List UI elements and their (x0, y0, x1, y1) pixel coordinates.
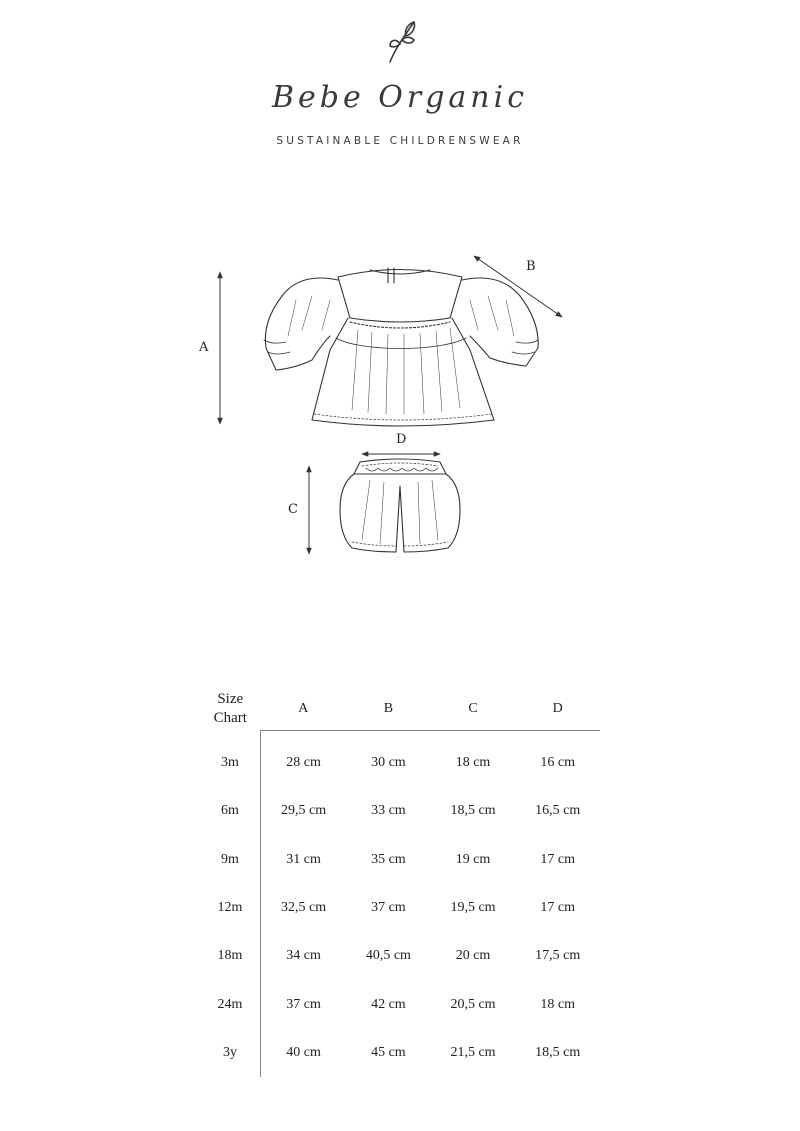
table-row (200, 787, 600, 835)
table-row (200, 1029, 600, 1077)
table-cell: 40,5 cm (365, 948, 411, 964)
brand-name: Bebe Organic (271, 80, 529, 115)
size-chart-heading (200, 688, 261, 731)
row-size-label: 9m (221, 851, 239, 867)
table-row (200, 836, 600, 884)
table-cell: 31 cm (261, 836, 347, 884)
table-cell: 37 cm (261, 980, 347, 1028)
table-cell: 17,5 cm (535, 948, 581, 964)
row-size-label: 3m (221, 754, 239, 770)
table-cell: 40 cm (261, 1029, 347, 1077)
table-cell: 32,5 cm (261, 884, 347, 932)
leaf-logo-icon (380, 14, 426, 66)
table-cell: 20,5 cm (450, 996, 496, 1012)
table-cell: 17 cm (540, 851, 575, 867)
table-cell: 29,5 cm (261, 787, 347, 835)
row-size-label: 18m (217, 948, 243, 964)
bloomers-drawing (340, 459, 460, 552)
garment-diagram (0, 240, 800, 580)
table-header-row (200, 688, 600, 731)
column-header-a: A (261, 688, 347, 731)
table-row (200, 980, 600, 1028)
size-chart-table (200, 688, 600, 1077)
size-chart-heading-line2: Chart (213, 710, 247, 727)
table-cell: 30 cm (371, 755, 406, 771)
table-cell: 33 cm (371, 803, 406, 819)
table-cell: 16,5 cm (535, 803, 581, 819)
table-cell: 19 cm (455, 851, 491, 867)
row-size-label: 3y (223, 1044, 237, 1060)
table-row (200, 731, 600, 788)
label-b: B (526, 259, 536, 274)
blouse-drawing (264, 268, 538, 426)
label-d: D (396, 432, 407, 447)
table-cell: 37 cm (371, 900, 406, 916)
table-cell: 19,5 cm (450, 900, 496, 916)
table-cell: 16 cm (540, 755, 575, 771)
table-cell: 18 cm (455, 755, 491, 771)
row-size-label: 12m (217, 900, 243, 916)
table-cell: 28 cm (261, 731, 347, 788)
table-cell: 17 cm (540, 900, 575, 916)
table-row (200, 932, 600, 980)
table-cell: 20 cm (455, 948, 491, 964)
row-size-label: 6m (221, 803, 239, 819)
size-chart-heading-line1: Size (217, 691, 244, 708)
table-cell: 42 cm (371, 996, 406, 1012)
label-c: C (288, 502, 298, 517)
table-cell: 35 cm (371, 851, 406, 867)
row-size-label: 24m (217, 996, 243, 1012)
table-cell: 34 cm (261, 932, 347, 980)
table-cell: 18,5 cm (535, 1044, 581, 1060)
table-row (200, 884, 600, 932)
label-a: A (199, 340, 209, 355)
table-cell: 18,5 cm (450, 803, 496, 819)
table-cell: 18 cm (540, 996, 575, 1012)
brand-tagline: SUSTAINABLE CHILDRENSWEAR (276, 135, 524, 147)
column-header-b: B (346, 688, 431, 731)
table-cell: 21,5 cm (450, 1044, 496, 1060)
column-header-c: C (431, 688, 516, 731)
column-header-d: D (515, 688, 600, 731)
dimension-arrow-b (474, 256, 562, 317)
table-cell: 45 cm (371, 1044, 406, 1060)
